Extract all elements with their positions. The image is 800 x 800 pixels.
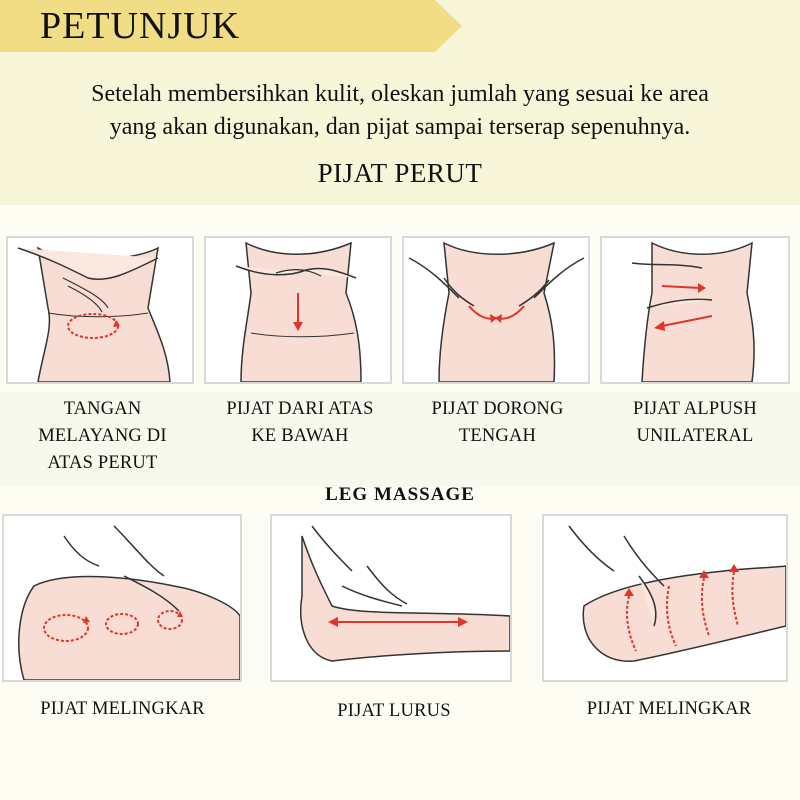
caption-line: PIJAT DORONG bbox=[431, 399, 564, 419]
caption-line: PIJAT DARI ATAS bbox=[226, 399, 374, 419]
leg-illustration-circular-2 bbox=[542, 514, 788, 682]
leg-illustration-straight bbox=[270, 514, 512, 682]
belly-step-2-caption bbox=[205, 396, 395, 450]
caption-line: TENGAH bbox=[458, 426, 537, 446]
caption-line: TANGAN bbox=[63, 399, 142, 419]
caption-line: ATAS PERUT bbox=[47, 453, 158, 473]
leg-section-title: LEG MASSAGE bbox=[325, 484, 475, 505]
caption-line: MELAYANG DI bbox=[38, 426, 167, 446]
leg-step-3-caption: PIJAT MELINGKAR bbox=[586, 699, 752, 719]
belly-step-3-caption bbox=[400, 396, 595, 450]
leg-step-2-caption: PIJAT LURUS bbox=[337, 701, 451, 721]
page-title: PETUNJUK bbox=[40, 5, 241, 47]
caption-line: PIJAT ALPUSH bbox=[633, 399, 757, 419]
belly-section-title: PIJAT PERUT bbox=[317, 158, 483, 188]
intro-line-1: Setelah membersihkan kulit, oleskan jumlah yang sesuai ke area bbox=[91, 81, 709, 107]
intro-line-2: yang akan digunakan, dan pijat sampai terserap sepenuhnya. bbox=[109, 114, 691, 140]
caption-line: UNILATERAL bbox=[636, 426, 754, 446]
belly-step-4-caption bbox=[595, 396, 795, 450]
belly-illustration-center-push bbox=[402, 236, 590, 384]
belly-illustration-top-to-bottom bbox=[204, 236, 392, 384]
leg-illustration-circular-1 bbox=[2, 514, 242, 682]
belly-step-1-caption bbox=[5, 396, 200, 477]
leg-step-1-caption: PIJAT MELINGKAR bbox=[40, 699, 205, 719]
intro-text bbox=[0, 78, 800, 144]
caption-line: KE BAWAH bbox=[251, 426, 349, 446]
belly-illustration-hands-over-belly bbox=[6, 236, 194, 384]
belly-illustration-unilateral bbox=[600, 236, 790, 384]
